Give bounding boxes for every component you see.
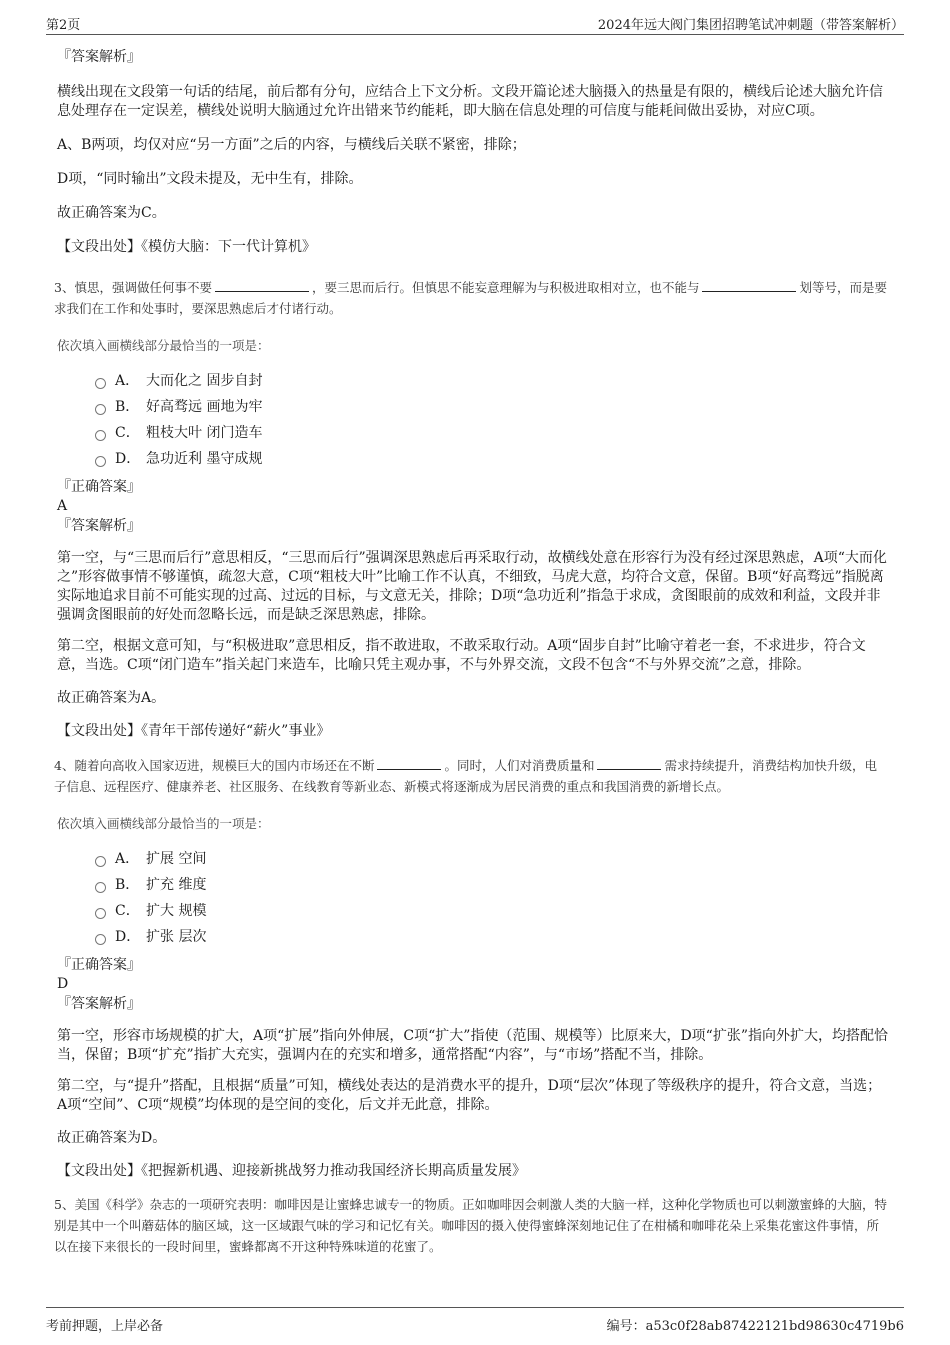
page-header xyxy=(46,12,904,35)
analysis-heading: 『答案解析』 xyxy=(57,49,141,65)
option-list xyxy=(95,846,889,950)
analysis-paragraph: 横线出现在文段第一句话的结尾，前后都有分句，应结合上下文分析。文段开篇论述大脑摄入的热量是有限的，横线后论述大脑允许信息处理存在一定误差，横线处说明大脑通过允许出错来节约能耗，即大脑在信息处理的可信度与能耗间做出妥协，对应C项。 xyxy=(57,84,883,119)
option-c[interactable]: C． 扩大 规模 xyxy=(95,898,889,924)
correct-answer: A xyxy=(57,498,68,514)
correct-answer-heading: 『正确答案』 xyxy=(57,479,141,495)
source-citation: 【文段出处】《模仿大脑：下一代计算机》 xyxy=(57,239,316,255)
question-stem: 5、美国《科学》杂志的一项研究表明：咖啡因是让蜜蜂忠诚专一的物质。正如咖啡因会刺激人类的大脑一样，这种化学物质也可以刺激蜜蜂的大脑，特别是其中一个叫蘑菇体的脑区域，这一区域跟气味的学习和记忆有关。咖啡因的摄入使得蜜蜂深刻地记住了在柑橘和咖啡花朵上采集花蜜这件事情，所以在接下来很长的一段时间里，蜜蜂都离不开这种特殊味道的花蜜了。 xyxy=(54,1197,887,1254)
page-content xyxy=(54,44,889,1257)
analysis-paragraph: D项，“同时输出”文段未提及，无中生有，排除。 xyxy=(57,171,363,187)
correct-answer-line: 故正确答案为A。 xyxy=(57,690,166,706)
radio-icon[interactable] xyxy=(95,856,106,867)
radio-icon[interactable] xyxy=(95,430,106,441)
source-citation: 【文段出处】《把握新机遇、迎接新挑战努力推动我国经济长期高质量发展》 xyxy=(57,1163,526,1179)
question-stem: 4、随着向高收入国家迈进，规模巨大的国内市场还在不断 。同时，人们对消费质量和 需求持续提升，消费结构加快升级，电子信息、远程医疗、健康养老、社区服务、在线教育等新业态、新模式将逐渐成为居民消费的重点和我国消费的新增长点。 xyxy=(54,758,877,794)
analysis-heading: 『答案解析』 xyxy=(57,518,141,534)
radio-icon[interactable] xyxy=(95,456,106,467)
option-a[interactable]: A． 扩展 空间 xyxy=(95,846,889,872)
radio-icon[interactable] xyxy=(95,378,106,389)
footer-slogan: 考前押题，上岸必备 xyxy=(46,1319,164,1334)
question-prompt: 依次填入画横线部分最恰当的一项是： xyxy=(57,338,270,353)
page-number: 第2页 xyxy=(46,18,81,33)
source-citation: 【文段出处】《青年干部传递好“薪火”事业》 xyxy=(57,723,331,739)
analysis-paragraph: 第一空，与“三思而后行”意思相反，“三思而后行”强调深思熟虑后再采取行动，故横线处意在形容行为没有经过深思熟虑，A项“大而化之”形容做事情不够谨慎，疏忽大意，C项“粗枝大叶”比喻工作不认真，不细致，马虎大意，均符合文意，保留。B项“好高骛远”指脱离实际地追求目前不可能实现的过高、过远的目标，与文意无关，排除；D项“急功近利”指急于求成，贪图眼前的成效和利益，文段并非强调贪图眼前的好处而忽略长远，而是缺乏深思熟虑，排除。 xyxy=(57,550,887,623)
question-stem: 3、慎思，强调做任何事不要 ，要三思而后行。但慎思不能妄意理解为与积极进取相对立，也不能与 划等号，而是要求我们在工作和处事时，要深思熟虑后才付诸行动。 xyxy=(54,280,887,316)
option-d[interactable]: D． 急功近利 墨守成规 xyxy=(95,446,889,472)
radio-icon[interactable] xyxy=(95,908,106,919)
answer-blank xyxy=(702,279,796,292)
correct-answer: D xyxy=(57,976,69,992)
option-list xyxy=(95,368,889,472)
answer-blank xyxy=(215,279,309,292)
answer-blank xyxy=(597,757,661,770)
radio-icon[interactable] xyxy=(95,882,106,893)
analysis-paragraph: 第二空，与“提升”搭配，且根据“质量”可知，横线处表达的是消费水平的提升，D项“层次”体现了等级秩序的提升，符合文意，当选；A项“空间”、C项“规模”均体现的是空间的变化，后文并无此意，排除。 xyxy=(57,1078,882,1113)
correct-answer-line: 故正确答案为D。 xyxy=(57,1130,167,1146)
radio-icon[interactable] xyxy=(95,404,106,415)
analysis-heading: 『答案解析』 xyxy=(57,996,141,1012)
document-id: 编号：a53c0f28ab87422121bd98630c4719b6 xyxy=(606,1319,904,1334)
page-footer xyxy=(46,1307,904,1338)
correct-answer-line: 故正确答案为C。 xyxy=(57,205,166,221)
option-b[interactable]: B． 扩充 维度 xyxy=(95,872,889,898)
answer-blank xyxy=(377,757,441,770)
analysis-paragraph: 第一空，形容市场规模的扩大，A项“扩展”指向外伸展，C项“扩大”指使（范围、规模等）比原来大，D项“扩张”指向外扩大，均搭配恰当，保留；B项“扩充”指扩大充实，强调内在的充实和增多，通常搭配“内容”，与“市场”搭配不当，排除。 xyxy=(57,1028,888,1063)
option-d[interactable]: D． 扩张 层次 xyxy=(95,924,889,950)
question-prompt: 依次填入画横线部分最恰当的一项是： xyxy=(57,816,270,831)
option-b[interactable]: B． 好高骛远 画地为牢 xyxy=(95,394,889,420)
correct-answer-heading: 『正确答案』 xyxy=(57,957,141,973)
radio-icon[interactable] xyxy=(95,934,106,945)
analysis-paragraph: 第二空，根据文意可知，与“积极进取”意思相反，指不敢进取，不敢采取行动。A项“固步自封”比喻守着老一套，不求进步，符合文意，当选。C项“闭门造车”指关起门来造车，比喻只凭主观办事，不与外界交流，文段不包含“不与外界交流”之意，排除。 xyxy=(57,638,866,673)
document-title: 2024年远大阀门集团招聘笔试冲刺题（带答案解析） xyxy=(597,18,904,33)
option-c[interactable]: C． 粗枝大叶 闭门造车 xyxy=(95,420,889,446)
analysis-paragraph: A、B两项，均仅对应“另一方面”之后的内容，与横线后关联不紧密，排除； xyxy=(57,137,526,153)
option-a[interactable]: A． 大而化之 固步自封 xyxy=(95,368,889,394)
